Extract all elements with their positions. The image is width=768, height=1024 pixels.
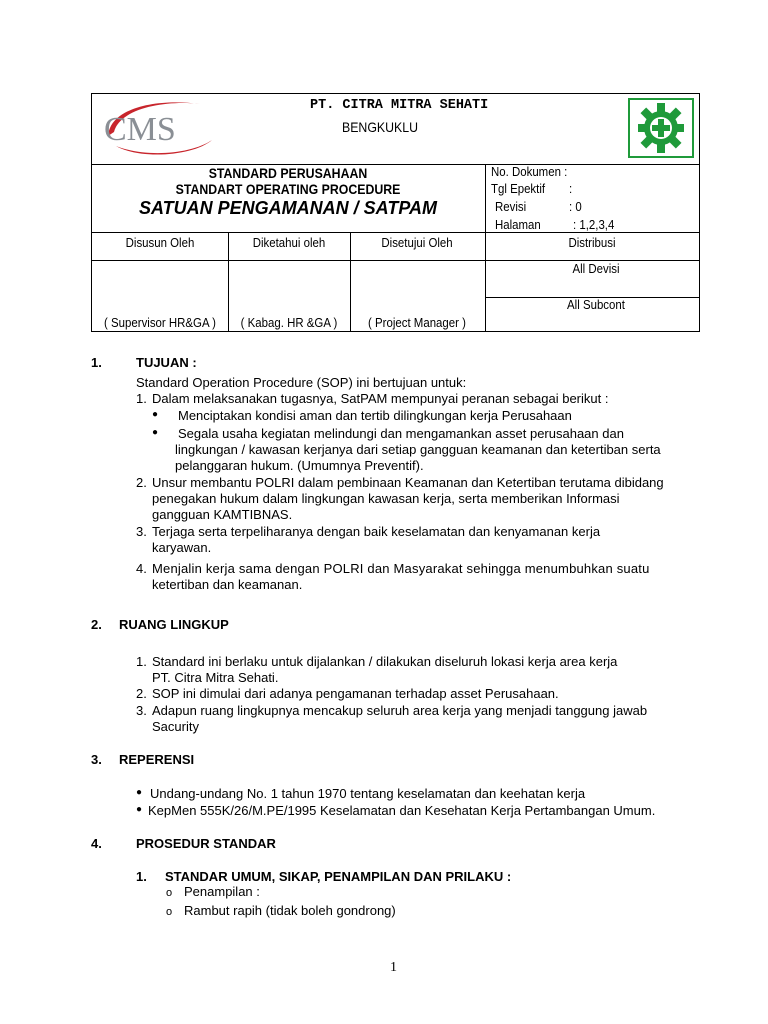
section-number: 3. [91, 752, 102, 767]
tujuan-intro: Standard Operation Procedure (SOP) ini bertujuan untuk: [136, 375, 467, 390]
column-divider [485, 164, 486, 331]
k3-safety-logo-icon [628, 98, 694, 158]
distribution-item: All Devisi [572, 261, 620, 276]
section-title-tujuan: TUJUAN : [136, 355, 197, 370]
tujuan-bullet-1: Menciptakan kondisi aman dan tertib dilingkungan kerja Perusahaan [178, 408, 572, 423]
list-number: 3. [136, 524, 147, 539]
company-name: PT. CITRA MITRA SEHATI [310, 98, 489, 113]
section-title-ruang-lingkup: RUANG LINGKUP [119, 617, 229, 632]
page-number: 1 [390, 960, 397, 975]
tujuan-bullet-2-cont: pelanggaran hukum. (Umumnya Preventif). [175, 458, 424, 473]
company-logo [96, 96, 218, 160]
ruang-item-1-cont: PT. Citra Mitra Sehati. [152, 670, 279, 685]
tujuan-item-2: Unsur membantu POLRI dalam pembinaan Keamanan dan Ketertiban terutama dibidang [152, 475, 664, 490]
prosedur-item: Penampilan : [184, 884, 260, 899]
std-line-2: STANDART OPERATING PROCEDURE [175, 181, 401, 197]
tujuan-item-2-cont: gangguan KAMTIBNAS. [152, 507, 293, 522]
std-line-1: STANDARD PERUSAHAAN [208, 165, 368, 181]
list-number: 4. [136, 561, 147, 576]
subsection-number: 1. [136, 869, 147, 884]
column-divider [228, 232, 229, 331]
bullet-icon: ● [152, 409, 159, 420]
tujuan-item-2-cont: penegakan hukum dalam lingkungan kawasan kerja, serta memberikan Informasi [152, 491, 620, 506]
section-title-prosedur: PROSEDUR STANDAR [136, 836, 276, 851]
tujuan-bullet-2-cont: lingkungan / kawasan kerjanya dari setiap gangguan keamanan dan ketertiban serta [175, 442, 661, 457]
std-title: SATUAN PENGAMANAN / SATPAM [139, 198, 437, 218]
tujuan-item-4: Menjalin kerja sama dengan POLRI dan Masyarakat sehingga menumbuhkan suatu [152, 561, 650, 576]
signer-kabag: ( Kabag. HR &GA ) [240, 315, 338, 330]
list-number: 2. [136, 475, 147, 490]
no-dokumen-label: No. Dokumen : [491, 164, 568, 179]
signer-supervisor: ( Supervisor HR&GA ) [104, 315, 216, 330]
header-divider [92, 232, 699, 233]
section-number: 4. [91, 836, 102, 851]
signer-project-manager: ( Project Manager ) [368, 315, 466, 330]
section-number: 2. [91, 617, 102, 632]
distribution-item: All Subcont [567, 297, 625, 312]
list-number: 3. [136, 703, 147, 718]
col-distribusi: Distribusi [568, 235, 616, 250]
ruang-item-2: SOP ini dimulai dari adanya pengamanan terhadap asset Perusahaan. [152, 686, 559, 701]
ruang-item-3-cont: Sacurity [152, 719, 199, 734]
revisi-value: : 0 [569, 199, 582, 214]
tgl-epektif-colon: : [569, 181, 573, 196]
circle-bullet-icon: o [166, 906, 173, 918]
tujuan-bullet-2: Segala usaha kegiatan melindungi dan mengamankan asset perusahaan dan [178, 426, 624, 441]
tujuan-item-4-cont: ketertiban dan keamanan. [152, 577, 303, 592]
reperensi-item: Undang-undang No. 1 tahun 1970 tentang keselamatan dan keehatan kerja [150, 786, 586, 801]
tujuan-item-1: Dalam melaksanakan tugasnya, SatPAM mempunyai peranan sebagai berikut : [152, 391, 609, 406]
tgl-epektif-label: Tgl Epektif [491, 181, 546, 196]
column-divider [350, 232, 351, 331]
prosedur-item: Rambut rapih (tidak boleh gondrong) [184, 903, 396, 918]
logo-text: CMS [104, 111, 176, 148]
list-number: 1. [136, 654, 147, 669]
halaman-label: Halaman [495, 217, 541, 232]
section-number: 1. [91, 355, 102, 370]
subsection-title: STANDAR UMUM, SIKAP, PENAMPILAN DAN PRILAKU : [165, 869, 512, 884]
ruang-item-3: Adapun ruang lingkupnya mencakup seluruh area kerja yang menjadi tanggung jawab [152, 703, 648, 718]
revisi-label: Revisi [495, 199, 527, 214]
list-number: 2. [136, 686, 147, 701]
bullet-icon: ● [136, 804, 143, 815]
list-number: 1. [136, 391, 147, 406]
halaman-value: : 1,2,3,4 [573, 217, 615, 232]
col-diketahui: Diketahui oleh [252, 235, 326, 250]
company-city: BENGKUKLU [342, 119, 418, 135]
tujuan-item-3: Terjaga serta terpeliharanya dengan baik keselamatan dan kenyamanan kerja [152, 524, 601, 539]
bullet-icon: ● [136, 787, 143, 798]
bullet-icon: ● [152, 427, 159, 438]
col-disusun: Disusun Oleh [125, 235, 195, 250]
tujuan-item-3-cont: karyawan. [152, 540, 212, 555]
col-disetujui: Disetujui Oleh [381, 235, 453, 250]
circle-bullet-icon: o [166, 887, 173, 899]
section-title-reperensi: REPERENSI [119, 752, 195, 767]
reperensi-item: KepMen 555K/26/M.PE/1995 Keselamatan dan Kesehatan Kerja Pertambangan Umum. [148, 803, 656, 818]
ruang-item-1: Standard ini berlaku untuk dijalankan / dilakukan diseluruh lokasi kerja area kerja [152, 654, 618, 669]
